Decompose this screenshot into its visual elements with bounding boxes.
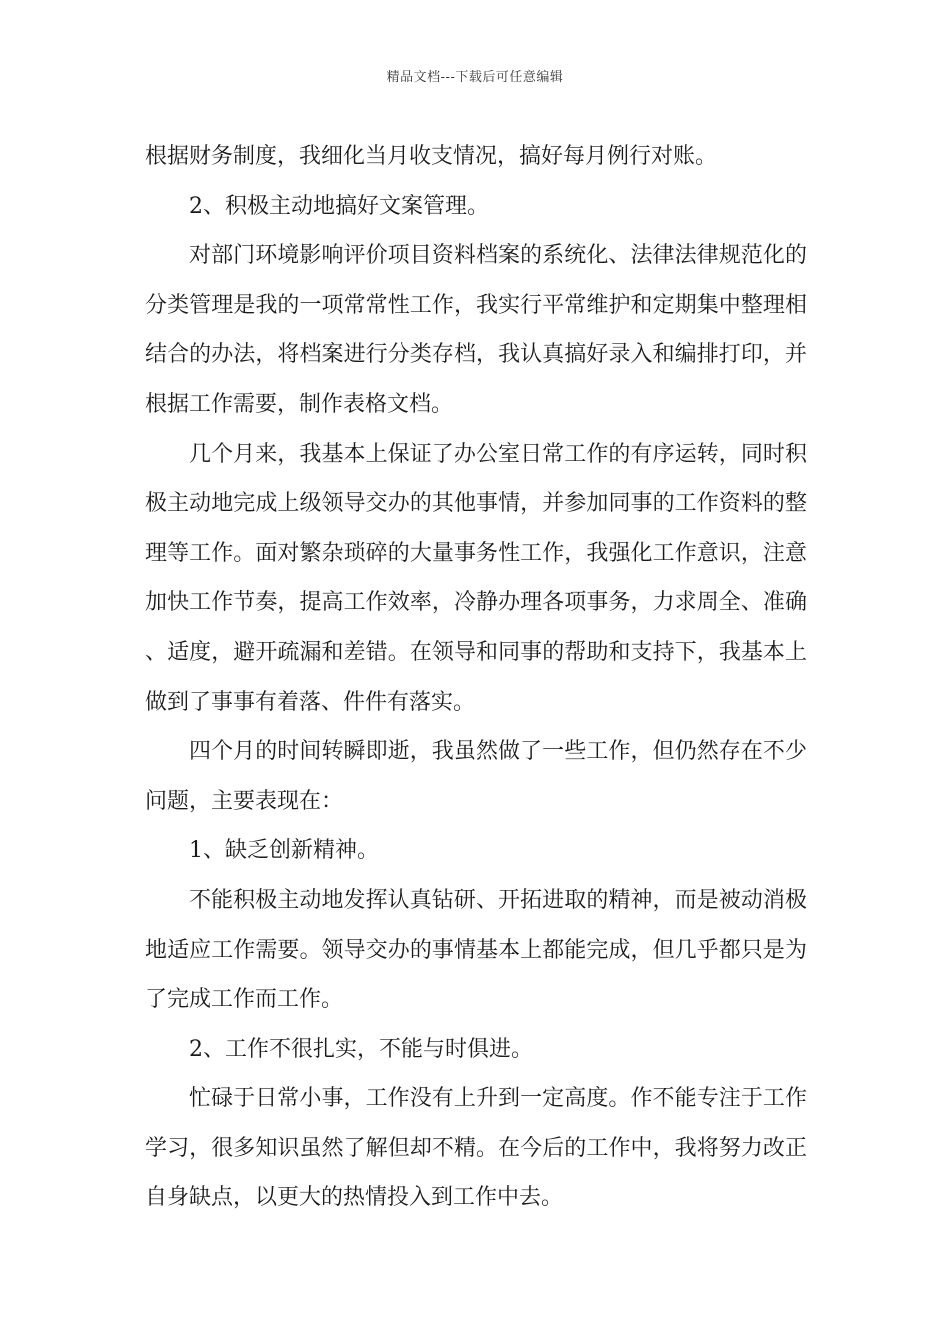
paragraph-1: 根据财务制度，我细化当月收支情况，搞好每月例行对账。	[145, 144, 718, 169]
document-body	[145, 132, 807, 1223]
paragraph-3: 对部门环境影响评价项目资料档案的系统化、法律法律规范化的分类管理是我的一项常常性工作，我实行平常维护和定期集中整理相结合的办法，将档案进行分类存档，我认真搞好录入和编排打印，并根据工作需要，制作表格文档。	[145, 243, 807, 417]
paragraph-9: 忙碌于日常小事，工作没有上升到一定高度。作不能专注于工作学习，很多知识虽然了解但却不精。在今后的工作中，我将努力改正自身缺点，以更大的热情投入到工作中去。	[145, 1086, 807, 1211]
page-header: 精品文档---下载后可任意编辑	[386, 70, 564, 85]
paragraph-2: 2、积极主动地搞好文案管理。	[189, 193, 489, 219]
paragraph-4: 几个月来，我基本上保证了办公室日常工作的有序运转，同时积极主动地完成上级领导交办的其他事情，并参加同事的工作资料的整理等工作。面对繁杂琐碎的大量事务性工作，我强化工作意识，注意加快工作节奏，提高工作效率，冷静办理各项事务，力求周全、准确、适度，避开疏漏和差错。在领导和同事的帮助和支持下，我基本上做到了事事有着落、件件有落实。	[145, 441, 807, 715]
paragraph-8: 2、工作不很扎实，不能与时俱进。	[189, 1036, 533, 1062]
paragraph-5: 四个月的时间转瞬即逝，我虽然做了一些工作，但仍然存在不少问题，主要表现在：	[145, 739, 807, 814]
paragraph-6: 1、缺乏创新精神。	[189, 838, 379, 864]
paragraph-7: 不能积极主动地发挥认真钻研、开拓进取的精神，而是被动消极地适应工作需要。领导交办的事情基本上都能完成，但几乎都只是为了完成工作而工作。	[145, 887, 807, 1013]
